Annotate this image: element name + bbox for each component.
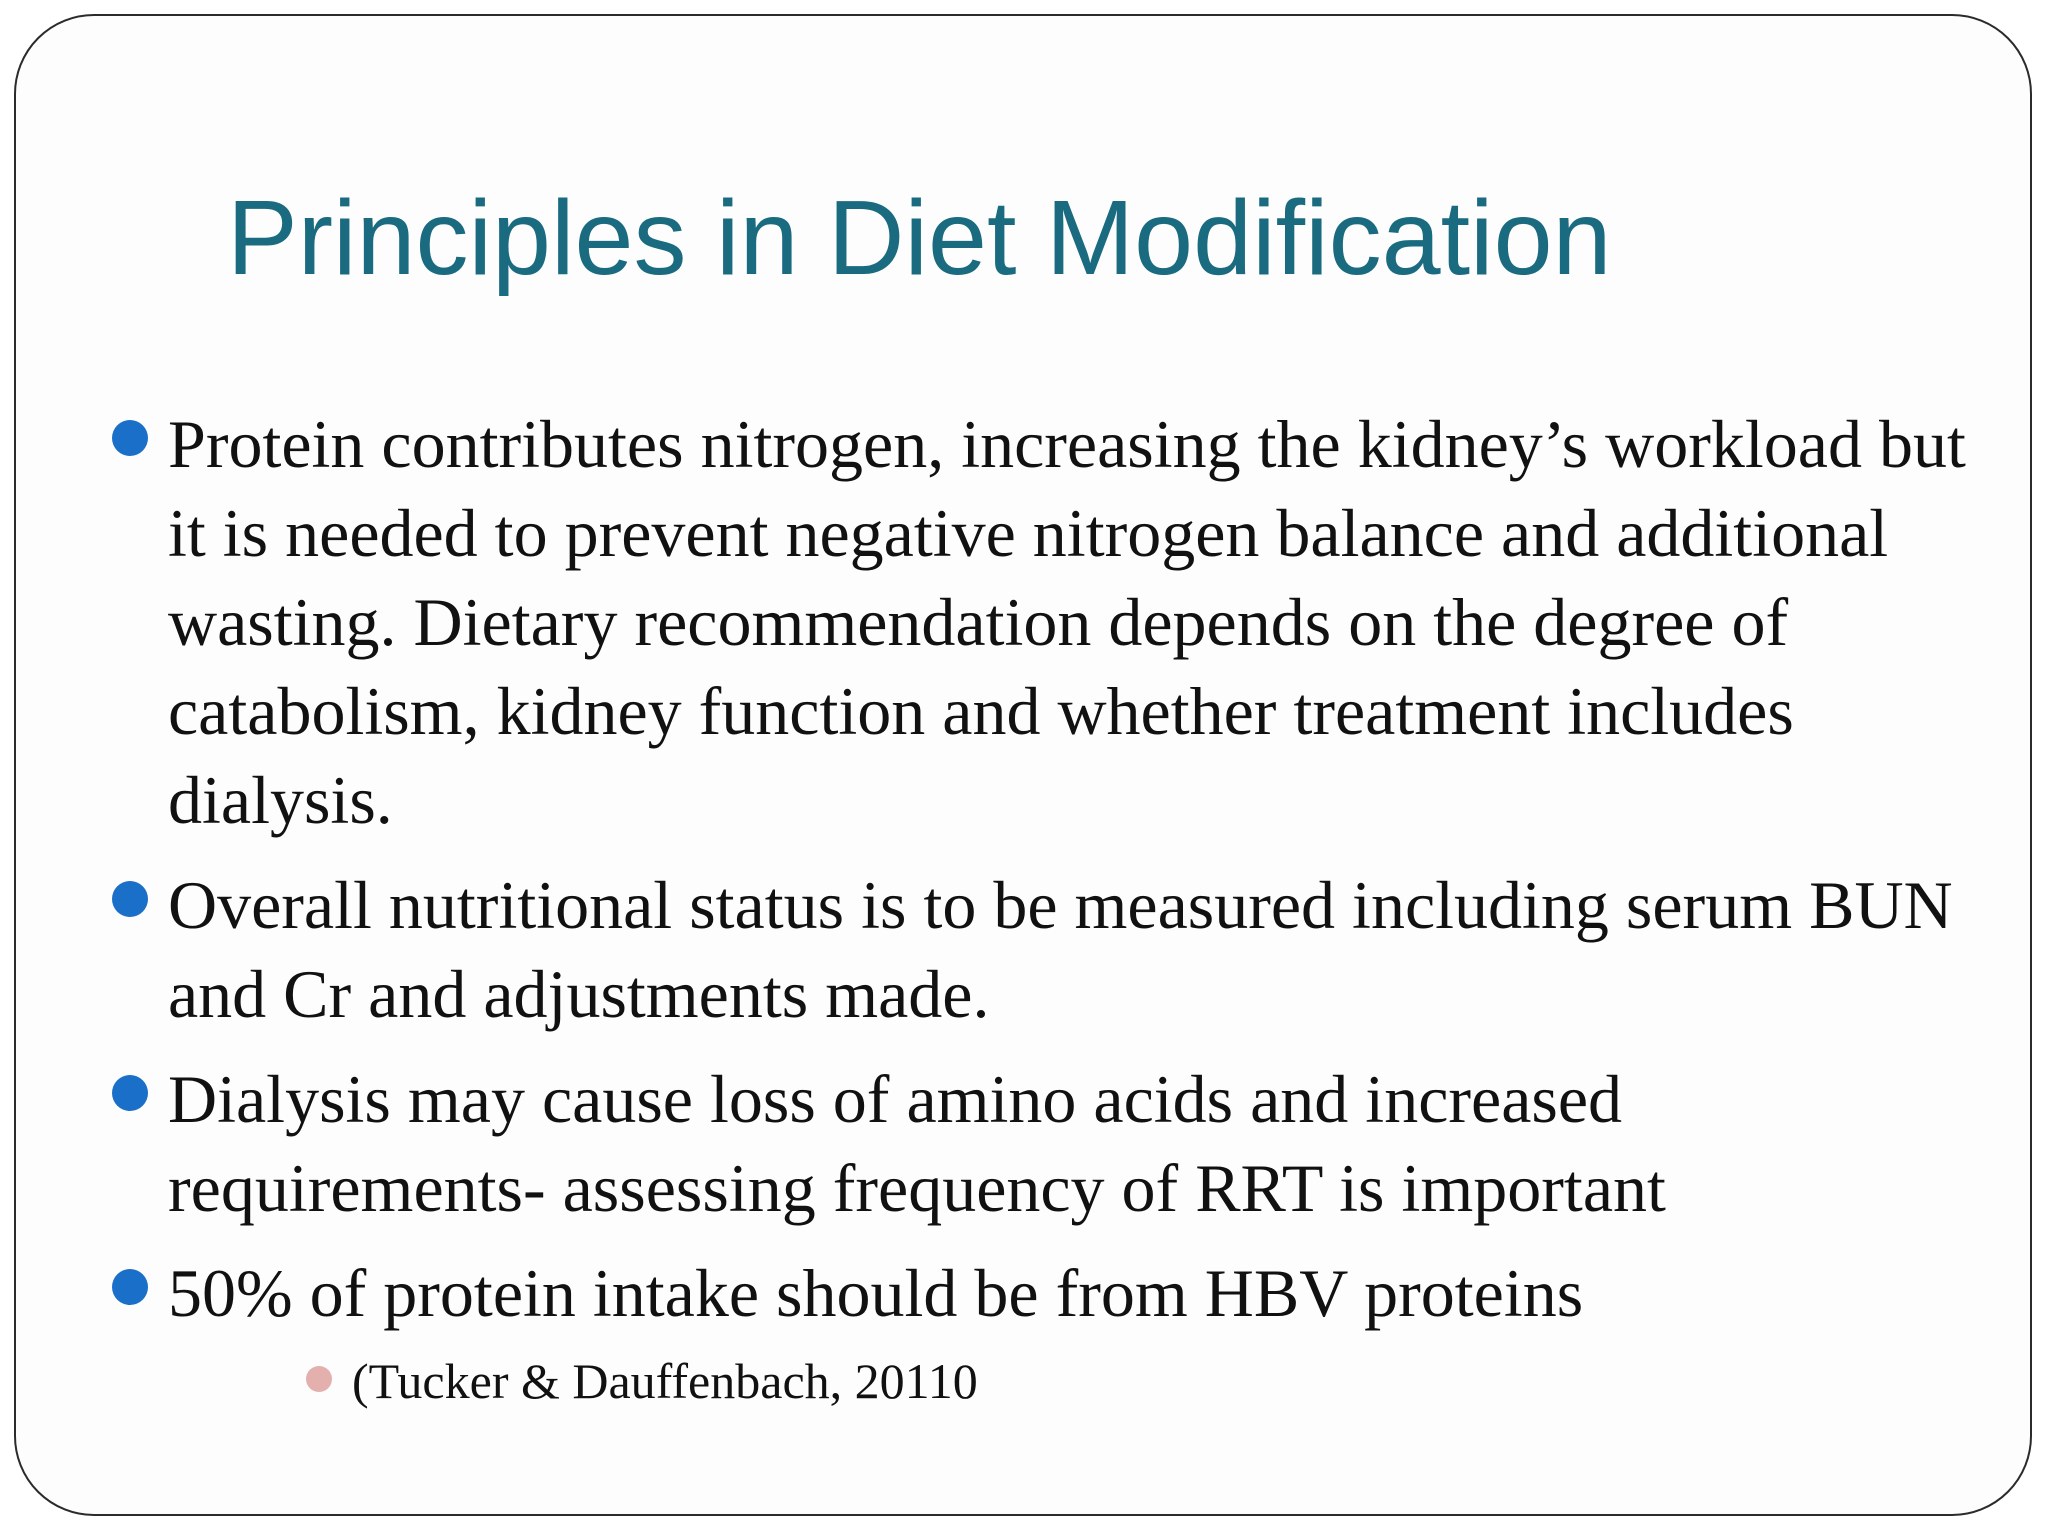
bullet-list — [110, 400, 1990, 1414]
bullet-dot-icon — [112, 420, 148, 456]
bullet-text: Overall nutritional status is to be measured including serum BUN and Cr and adjustments made. — [168, 867, 1953, 1032]
bullet-item — [110, 400, 1990, 845]
bullet-text: Protein contributes nitrogen, increasing the kidney’s workload but it is needed to prevent negative nitrogen balance and additional wasting. Dietary recommendation depends on the degree of catabolism, kidney function and whether treatment includes dialysis. — [168, 406, 1966, 838]
bullet-text: 50% of protein intake should be from HBV proteins — [168, 1255, 1584, 1331]
slide-title: Principles in Diet Modification — [227, 179, 1612, 297]
citation-text: (Tucker & Dauffenbach, 20110 — [352, 1353, 978, 1409]
bullet-dot-icon — [112, 1269, 148, 1305]
bullet-dot-icon — [112, 1075, 148, 1111]
sub-bullet-item — [306, 1348, 1990, 1414]
bullet-dot-icon — [112, 881, 148, 917]
bullet-item — [110, 1249, 1990, 1414]
bullet-item — [110, 861, 1990, 1039]
bullet-item — [110, 1055, 1990, 1233]
sub-bullet-dot-icon — [306, 1366, 332, 1392]
bullet-text: Dialysis may cause loss of amino acids and increased requirements- assessing frequency of RRT is important — [168, 1061, 1666, 1226]
